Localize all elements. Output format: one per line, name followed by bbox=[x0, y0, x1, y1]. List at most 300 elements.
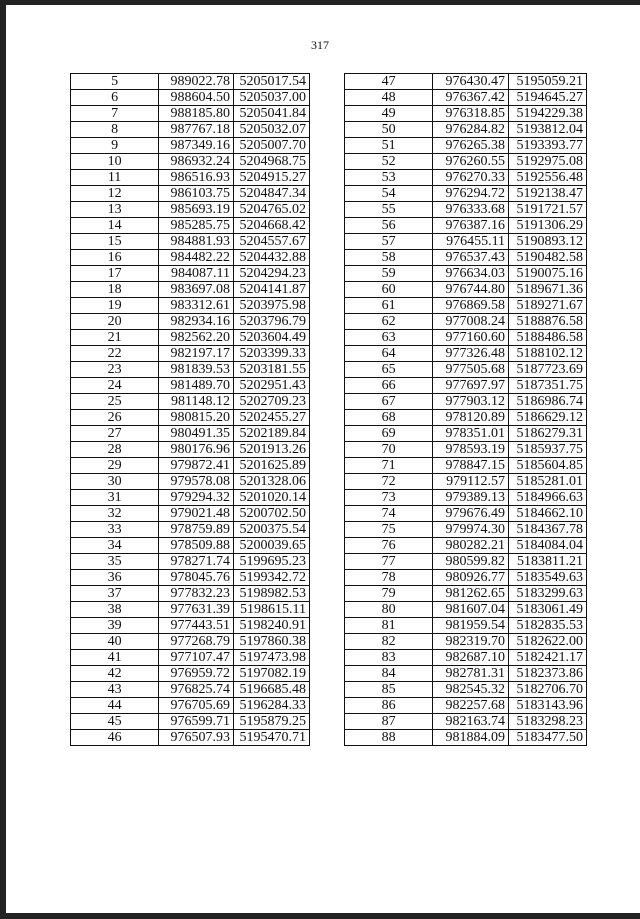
x-coordinate-cell: 977326.48 bbox=[433, 346, 509, 362]
table-row bbox=[71, 122, 310, 138]
x-coordinate-cell: 982781.31 bbox=[433, 666, 509, 682]
point-number-cell: 18 bbox=[71, 282, 159, 298]
table-row bbox=[345, 170, 587, 186]
point-number-cell: 48 bbox=[345, 90, 433, 106]
x-coordinate-cell: 976430.47 bbox=[433, 74, 509, 90]
x-coordinate-cell: 978120.89 bbox=[433, 410, 509, 426]
scan-edge-bottom bbox=[0, 913, 640, 919]
table-row bbox=[345, 602, 587, 618]
y-coordinate-cell: 5189271.67 bbox=[509, 298, 587, 314]
x-coordinate-cell: 988604.50 bbox=[159, 90, 234, 106]
x-coordinate-cell: 977832.23 bbox=[159, 586, 234, 602]
y-coordinate-cell: 5202189.84 bbox=[234, 426, 310, 442]
table-row bbox=[345, 410, 587, 426]
y-coordinate-cell: 5183477.50 bbox=[509, 730, 587, 746]
table-row bbox=[71, 730, 310, 746]
table-row bbox=[345, 618, 587, 634]
x-coordinate-cell: 983312.61 bbox=[159, 298, 234, 314]
x-coordinate-cell: 976959.72 bbox=[159, 666, 234, 682]
table-row bbox=[71, 154, 310, 170]
y-coordinate-cell: 5198982.53 bbox=[234, 586, 310, 602]
point-number-cell: 26 bbox=[71, 410, 159, 426]
table-row bbox=[345, 730, 587, 746]
y-coordinate-cell: 5195470.71 bbox=[234, 730, 310, 746]
table-row bbox=[345, 314, 587, 330]
coordinates-table-right bbox=[344, 73, 587, 746]
x-coordinate-cell: 976294.72 bbox=[433, 186, 509, 202]
x-coordinate-cell: 979974.30 bbox=[433, 522, 509, 538]
y-coordinate-cell: 5204557.67 bbox=[234, 234, 310, 250]
x-coordinate-cell: 979676.49 bbox=[433, 506, 509, 522]
y-coordinate-cell: 5194229.38 bbox=[509, 106, 587, 122]
x-coordinate-cell: 976387.16 bbox=[433, 218, 509, 234]
x-coordinate-cell: 980599.82 bbox=[433, 554, 509, 570]
point-number-cell: 25 bbox=[71, 394, 159, 410]
point-number-cell: 30 bbox=[71, 474, 159, 490]
table-row bbox=[345, 330, 587, 346]
y-coordinate-cell: 5183549.63 bbox=[509, 570, 587, 586]
y-coordinate-cell: 5204668.42 bbox=[234, 218, 310, 234]
y-coordinate-cell: 5182706.70 bbox=[509, 682, 587, 698]
point-number-cell: 16 bbox=[71, 250, 159, 266]
y-coordinate-cell: 5203796.79 bbox=[234, 314, 310, 330]
y-coordinate-cell: 5193812.04 bbox=[509, 122, 587, 138]
point-number-cell: 22 bbox=[71, 346, 159, 362]
x-coordinate-cell: 981959.54 bbox=[433, 618, 509, 634]
x-coordinate-cell: 976367.42 bbox=[433, 90, 509, 106]
point-number-cell: 23 bbox=[71, 362, 159, 378]
y-coordinate-cell: 5192556.48 bbox=[509, 170, 587, 186]
x-coordinate-cell: 981884.09 bbox=[433, 730, 509, 746]
point-number-cell: 20 bbox=[71, 314, 159, 330]
x-coordinate-cell: 977697.97 bbox=[433, 378, 509, 394]
x-coordinate-cell: 979294.32 bbox=[159, 490, 234, 506]
y-coordinate-cell: 5203399.33 bbox=[234, 346, 310, 362]
point-number-cell: 86 bbox=[345, 698, 433, 714]
point-number-cell: 31 bbox=[71, 490, 159, 506]
y-coordinate-cell: 5204847.34 bbox=[234, 186, 310, 202]
point-number-cell: 9 bbox=[71, 138, 159, 154]
point-number-cell: 85 bbox=[345, 682, 433, 698]
point-number-cell: 60 bbox=[345, 282, 433, 298]
point-number-cell: 37 bbox=[71, 586, 159, 602]
table-row bbox=[71, 394, 310, 410]
y-coordinate-cell: 5182421.17 bbox=[509, 650, 587, 666]
point-number-cell: 21 bbox=[71, 330, 159, 346]
y-coordinate-cell: 5200375.54 bbox=[234, 522, 310, 538]
x-coordinate-cell: 976265.38 bbox=[433, 138, 509, 154]
table-row bbox=[345, 634, 587, 650]
x-coordinate-cell: 976284.82 bbox=[433, 122, 509, 138]
point-number-cell: 8 bbox=[71, 122, 159, 138]
table-row bbox=[71, 570, 310, 586]
y-coordinate-cell: 5186629.12 bbox=[509, 410, 587, 426]
x-coordinate-cell: 976744.80 bbox=[433, 282, 509, 298]
y-coordinate-cell: 5187723.69 bbox=[509, 362, 587, 378]
point-number-cell: 6 bbox=[71, 90, 159, 106]
point-number-cell: 71 bbox=[345, 458, 433, 474]
point-number-cell: 75 bbox=[345, 522, 433, 538]
table-row bbox=[71, 634, 310, 650]
point-number-cell: 14 bbox=[71, 218, 159, 234]
table-row bbox=[345, 538, 587, 554]
y-coordinate-cell: 5183061.49 bbox=[509, 602, 587, 618]
x-coordinate-cell: 981262.65 bbox=[433, 586, 509, 602]
table-row bbox=[71, 698, 310, 714]
table-row bbox=[345, 682, 587, 698]
coordinates-table-left-body bbox=[71, 74, 310, 746]
table-row bbox=[345, 266, 587, 282]
point-number-cell: 56 bbox=[345, 218, 433, 234]
table-row bbox=[345, 298, 587, 314]
x-coordinate-cell: 981839.53 bbox=[159, 362, 234, 378]
point-number-cell: 84 bbox=[345, 666, 433, 682]
x-coordinate-cell: 982319.70 bbox=[433, 634, 509, 650]
point-number-cell: 49 bbox=[345, 106, 433, 122]
y-coordinate-cell: 5195879.25 bbox=[234, 714, 310, 730]
table-row bbox=[71, 202, 310, 218]
y-coordinate-cell: 5200702.50 bbox=[234, 506, 310, 522]
point-number-cell: 68 bbox=[345, 410, 433, 426]
y-coordinate-cell: 5201913.26 bbox=[234, 442, 310, 458]
point-number-cell: 10 bbox=[71, 154, 159, 170]
x-coordinate-cell: 980176.96 bbox=[159, 442, 234, 458]
table-row bbox=[345, 426, 587, 442]
point-number-cell: 40 bbox=[71, 634, 159, 650]
table-row bbox=[71, 250, 310, 266]
point-number-cell: 17 bbox=[71, 266, 159, 282]
table-row bbox=[71, 554, 310, 570]
x-coordinate-cell: 985693.19 bbox=[159, 202, 234, 218]
table-row bbox=[71, 474, 310, 490]
point-number-cell: 36 bbox=[71, 570, 159, 586]
y-coordinate-cell: 5186279.31 bbox=[509, 426, 587, 442]
point-number-cell: 43 bbox=[71, 682, 159, 698]
x-coordinate-cell: 979578.08 bbox=[159, 474, 234, 490]
y-coordinate-cell: 5183298.23 bbox=[509, 714, 587, 730]
table-row bbox=[71, 618, 310, 634]
table-row bbox=[345, 218, 587, 234]
y-coordinate-cell: 5183143.96 bbox=[509, 698, 587, 714]
table-row bbox=[345, 90, 587, 106]
y-coordinate-cell: 5185281.01 bbox=[509, 474, 587, 490]
table-row bbox=[71, 378, 310, 394]
point-number-cell: 74 bbox=[345, 506, 433, 522]
x-coordinate-cell: 976270.33 bbox=[433, 170, 509, 186]
point-number-cell: 82 bbox=[345, 634, 433, 650]
y-coordinate-cell: 5185604.85 bbox=[509, 458, 587, 474]
x-coordinate-cell: 980282.21 bbox=[433, 538, 509, 554]
y-coordinate-cell: 5203975.98 bbox=[234, 298, 310, 314]
y-coordinate-cell: 5203604.49 bbox=[234, 330, 310, 346]
point-number-cell: 41 bbox=[71, 650, 159, 666]
point-number-cell: 44 bbox=[71, 698, 159, 714]
point-number-cell: 33 bbox=[71, 522, 159, 538]
y-coordinate-cell: 5197473.98 bbox=[234, 650, 310, 666]
y-coordinate-cell: 5196685.48 bbox=[234, 682, 310, 698]
point-number-cell: 80 bbox=[345, 602, 433, 618]
point-number-cell: 72 bbox=[345, 474, 433, 490]
point-number-cell: 32 bbox=[71, 506, 159, 522]
table-row bbox=[345, 378, 587, 394]
y-coordinate-cell: 5198240.91 bbox=[234, 618, 310, 634]
y-coordinate-cell: 5198615.11 bbox=[234, 602, 310, 618]
table-row bbox=[71, 346, 310, 362]
table-row bbox=[345, 282, 587, 298]
y-coordinate-cell: 5197860.38 bbox=[234, 634, 310, 650]
table-row bbox=[345, 394, 587, 410]
x-coordinate-cell: 976260.55 bbox=[433, 154, 509, 170]
y-coordinate-cell: 5199695.23 bbox=[234, 554, 310, 570]
table-row bbox=[345, 506, 587, 522]
point-number-cell: 63 bbox=[345, 330, 433, 346]
x-coordinate-cell: 986932.24 bbox=[159, 154, 234, 170]
table-row bbox=[71, 458, 310, 474]
point-number-cell: 58 bbox=[345, 250, 433, 266]
table-row bbox=[345, 346, 587, 362]
table-row bbox=[71, 362, 310, 378]
y-coordinate-cell: 5184084.04 bbox=[509, 538, 587, 554]
x-coordinate-cell: 978271.74 bbox=[159, 554, 234, 570]
table-row bbox=[71, 218, 310, 234]
x-coordinate-cell: 981489.70 bbox=[159, 378, 234, 394]
y-coordinate-cell: 5205017.54 bbox=[234, 74, 310, 90]
y-coordinate-cell: 5202709.23 bbox=[234, 394, 310, 410]
point-number-cell: 87 bbox=[345, 714, 433, 730]
point-number-cell: 35 bbox=[71, 554, 159, 570]
x-coordinate-cell: 976507.93 bbox=[159, 730, 234, 746]
table-row bbox=[71, 186, 310, 202]
y-coordinate-cell: 5197082.19 bbox=[234, 666, 310, 682]
point-number-cell: 59 bbox=[345, 266, 433, 282]
point-number-cell: 70 bbox=[345, 442, 433, 458]
point-number-cell: 52 bbox=[345, 154, 433, 170]
x-coordinate-cell: 978593.19 bbox=[433, 442, 509, 458]
table-row bbox=[71, 74, 310, 90]
y-coordinate-cell: 5192138.47 bbox=[509, 186, 587, 202]
table-row bbox=[345, 586, 587, 602]
y-coordinate-cell: 5190893.12 bbox=[509, 234, 587, 250]
table-row bbox=[71, 298, 310, 314]
x-coordinate-cell: 982934.16 bbox=[159, 314, 234, 330]
x-coordinate-cell: 980491.35 bbox=[159, 426, 234, 442]
y-coordinate-cell: 5190482.58 bbox=[509, 250, 587, 266]
x-coordinate-cell: 983697.08 bbox=[159, 282, 234, 298]
table-row bbox=[345, 474, 587, 490]
point-number-cell: 5 bbox=[71, 74, 159, 90]
x-coordinate-cell: 976537.43 bbox=[433, 250, 509, 266]
x-coordinate-cell: 979021.48 bbox=[159, 506, 234, 522]
x-coordinate-cell: 979389.13 bbox=[433, 490, 509, 506]
y-coordinate-cell: 5190075.16 bbox=[509, 266, 587, 282]
y-coordinate-cell: 5199342.72 bbox=[234, 570, 310, 586]
x-coordinate-cell: 978351.01 bbox=[433, 426, 509, 442]
y-coordinate-cell: 5193393.77 bbox=[509, 138, 587, 154]
table-row bbox=[345, 138, 587, 154]
table-row bbox=[345, 698, 587, 714]
point-number-cell: 77 bbox=[345, 554, 433, 570]
point-number-cell: 39 bbox=[71, 618, 159, 634]
y-coordinate-cell: 5204915.27 bbox=[234, 170, 310, 186]
table-row bbox=[345, 74, 587, 90]
x-coordinate-cell: 977443.51 bbox=[159, 618, 234, 634]
point-number-cell: 53 bbox=[345, 170, 433, 186]
x-coordinate-cell: 982687.10 bbox=[433, 650, 509, 666]
table-row bbox=[345, 554, 587, 570]
table-row bbox=[71, 90, 310, 106]
y-coordinate-cell: 5184662.10 bbox=[509, 506, 587, 522]
y-coordinate-cell: 5194645.27 bbox=[509, 90, 587, 106]
x-coordinate-cell: 987767.18 bbox=[159, 122, 234, 138]
x-coordinate-cell: 982163.74 bbox=[433, 714, 509, 730]
x-coordinate-cell: 976599.71 bbox=[159, 714, 234, 730]
point-number-cell: 46 bbox=[71, 730, 159, 746]
point-number-cell: 45 bbox=[71, 714, 159, 730]
x-coordinate-cell: 976318.85 bbox=[433, 106, 509, 122]
y-coordinate-cell: 5202951.43 bbox=[234, 378, 310, 394]
coordinates-table-left bbox=[70, 73, 310, 746]
table-row bbox=[71, 586, 310, 602]
point-number-cell: 76 bbox=[345, 538, 433, 554]
x-coordinate-cell: 976825.74 bbox=[159, 682, 234, 698]
y-coordinate-cell: 5188876.58 bbox=[509, 314, 587, 330]
table-row bbox=[71, 170, 310, 186]
table-row bbox=[345, 122, 587, 138]
point-number-cell: 54 bbox=[345, 186, 433, 202]
y-coordinate-cell: 5204968.75 bbox=[234, 154, 310, 170]
table-row bbox=[345, 522, 587, 538]
table-row bbox=[345, 234, 587, 250]
x-coordinate-cell: 976333.68 bbox=[433, 202, 509, 218]
table-row bbox=[345, 250, 587, 266]
page-number: 317 bbox=[311, 38, 329, 52]
x-coordinate-cell: 981607.04 bbox=[433, 602, 509, 618]
point-number-cell: 65 bbox=[345, 362, 433, 378]
table-row bbox=[345, 570, 587, 586]
point-number-cell: 61 bbox=[345, 298, 433, 314]
x-coordinate-cell: 985285.75 bbox=[159, 218, 234, 234]
y-coordinate-cell: 5204141.87 bbox=[234, 282, 310, 298]
x-coordinate-cell: 980815.20 bbox=[159, 410, 234, 426]
table-row bbox=[345, 362, 587, 378]
y-coordinate-cell: 5201328.06 bbox=[234, 474, 310, 490]
table-row bbox=[71, 442, 310, 458]
y-coordinate-cell: 5202455.27 bbox=[234, 410, 310, 426]
y-coordinate-cell: 5183299.63 bbox=[509, 586, 587, 602]
x-coordinate-cell: 986103.75 bbox=[159, 186, 234, 202]
x-coordinate-cell: 982562.20 bbox=[159, 330, 234, 346]
scan-edge-top bbox=[0, 0, 640, 5]
y-coordinate-cell: 5200039.65 bbox=[234, 538, 310, 554]
x-coordinate-cell: 989022.78 bbox=[159, 74, 234, 90]
table-row bbox=[71, 682, 310, 698]
point-number-cell: 67 bbox=[345, 394, 433, 410]
y-coordinate-cell: 5196284.33 bbox=[234, 698, 310, 714]
point-number-cell: 69 bbox=[345, 426, 433, 442]
y-coordinate-cell: 5187351.75 bbox=[509, 378, 587, 394]
point-number-cell: 55 bbox=[345, 202, 433, 218]
x-coordinate-cell: 988185.80 bbox=[159, 106, 234, 122]
point-number-cell: 24 bbox=[71, 378, 159, 394]
point-number-cell: 28 bbox=[71, 442, 159, 458]
x-coordinate-cell: 978045.76 bbox=[159, 570, 234, 586]
table-row bbox=[345, 490, 587, 506]
y-coordinate-cell: 5205037.00 bbox=[234, 90, 310, 106]
table-row bbox=[71, 106, 310, 122]
point-number-cell: 27 bbox=[71, 426, 159, 442]
table-row bbox=[345, 186, 587, 202]
table-row bbox=[71, 282, 310, 298]
table-row bbox=[71, 138, 310, 154]
point-number-cell: 34 bbox=[71, 538, 159, 554]
y-coordinate-cell: 5192975.08 bbox=[509, 154, 587, 170]
point-number-cell: 29 bbox=[71, 458, 159, 474]
x-coordinate-cell: 982545.32 bbox=[433, 682, 509, 698]
y-coordinate-cell: 5201625.89 bbox=[234, 458, 310, 474]
x-coordinate-cell: 979112.57 bbox=[433, 474, 509, 490]
y-coordinate-cell: 5205032.07 bbox=[234, 122, 310, 138]
y-coordinate-cell: 5191306.29 bbox=[509, 218, 587, 234]
y-coordinate-cell: 5201020.14 bbox=[234, 490, 310, 506]
x-coordinate-cell: 984087.11 bbox=[159, 266, 234, 282]
x-coordinate-cell: 984482.22 bbox=[159, 250, 234, 266]
x-coordinate-cell: 981148.12 bbox=[159, 394, 234, 410]
y-coordinate-cell: 5191721.57 bbox=[509, 202, 587, 218]
point-number-cell: 78 bbox=[345, 570, 433, 586]
x-coordinate-cell: 976869.58 bbox=[433, 298, 509, 314]
table-row bbox=[71, 410, 310, 426]
x-coordinate-cell: 978847.15 bbox=[433, 458, 509, 474]
point-number-cell: 79 bbox=[345, 586, 433, 602]
x-coordinate-cell: 984881.93 bbox=[159, 234, 234, 250]
point-number-cell: 64 bbox=[345, 346, 433, 362]
y-coordinate-cell: 5204294.23 bbox=[234, 266, 310, 282]
x-coordinate-cell: 977107.47 bbox=[159, 650, 234, 666]
point-number-cell: 51 bbox=[345, 138, 433, 154]
point-number-cell: 38 bbox=[71, 602, 159, 618]
table-row bbox=[345, 650, 587, 666]
x-coordinate-cell: 977505.68 bbox=[433, 362, 509, 378]
y-coordinate-cell: 5204765.02 bbox=[234, 202, 310, 218]
y-coordinate-cell: 5195059.21 bbox=[509, 74, 587, 90]
point-number-cell: 62 bbox=[345, 314, 433, 330]
table-row bbox=[71, 426, 310, 442]
x-coordinate-cell: 987349.16 bbox=[159, 138, 234, 154]
y-coordinate-cell: 5189671.36 bbox=[509, 282, 587, 298]
y-coordinate-cell: 5204432.88 bbox=[234, 250, 310, 266]
point-number-cell: 19 bbox=[71, 298, 159, 314]
point-number-cell: 47 bbox=[345, 74, 433, 90]
table-row bbox=[71, 330, 310, 346]
table-row bbox=[71, 490, 310, 506]
table-row bbox=[71, 538, 310, 554]
y-coordinate-cell: 5188486.58 bbox=[509, 330, 587, 346]
x-coordinate-cell: 980926.77 bbox=[433, 570, 509, 586]
table-row bbox=[71, 650, 310, 666]
y-coordinate-cell: 5188102.12 bbox=[509, 346, 587, 362]
table-row bbox=[345, 154, 587, 170]
x-coordinate-cell: 976705.69 bbox=[159, 698, 234, 714]
x-coordinate-cell: 978759.89 bbox=[159, 522, 234, 538]
y-coordinate-cell: 5186986.74 bbox=[509, 394, 587, 410]
point-number-cell: 11 bbox=[71, 170, 159, 186]
point-number-cell: 81 bbox=[345, 618, 433, 634]
x-coordinate-cell: 979872.41 bbox=[159, 458, 234, 474]
point-number-cell: 73 bbox=[345, 490, 433, 506]
x-coordinate-cell: 982257.68 bbox=[433, 698, 509, 714]
x-coordinate-cell: 977160.60 bbox=[433, 330, 509, 346]
table-row bbox=[345, 442, 587, 458]
